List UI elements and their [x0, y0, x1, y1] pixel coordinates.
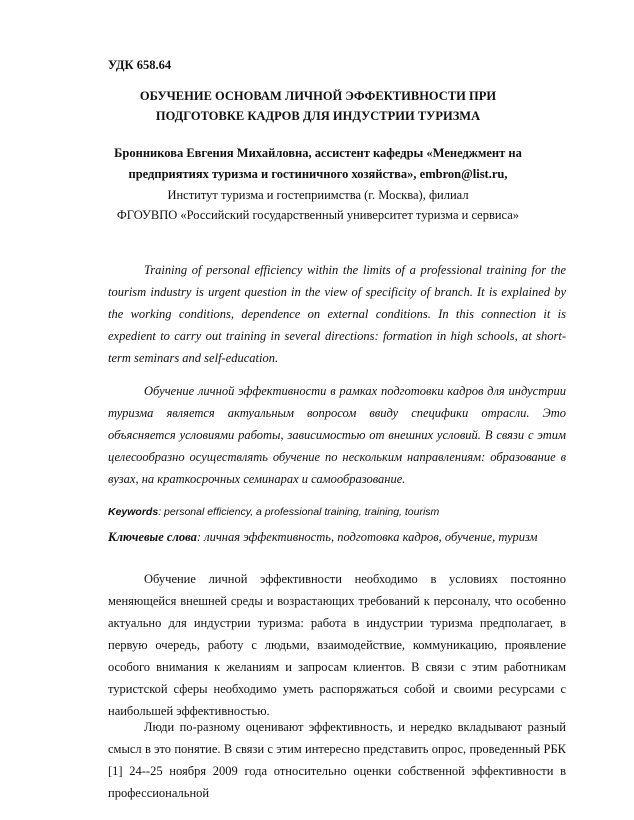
affiliation-line-2: ФГОУВПО «Российский государственный университет туризма и сервиса» [116, 208, 520, 222]
abstract-russian: Обучение личной эффективности в рамках подготовки кадров для индустрии туризма является актуальным вопросом ввиду специфики отрасли. Это объясняется условиями работы, зависимостью от внешних условий. В связи с этим целесообразно осуществлять обучение по нескольким направлениям: образование в вузах, на краткосрочных семинарах и самообразование. [108, 384, 566, 486]
keywords-russian [108, 530, 566, 545]
abstract-english: Training of personal efficiency within the limits of a professional training for the tourism industry is urgent question in the view of specificity of branch. It is explained by the working conditions, dependence on external conditions. In this connection it is expedient to carry out training in several directions: formation in high schools, at short-term seminars and self-education. [108, 263, 566, 365]
udk-code: УДК 658.64 [108, 58, 172, 72]
article-title: ОБУЧЕНИЕ ОСНОВАМ ЛИЧНОЙ ЭФФЕКТИВНОСТИ ПРИ ПОДГОТОВКЕ КАДРОВ ДЛЯ ИНДУСТРИИ ТУРИЗМА [139, 89, 497, 123]
keywords-russian-label: Ключевые слова [108, 530, 197, 544]
author-info: Бронникова Евгения Михайловна, ассистент кафедры «Менеджмент на предприятиях туризма и гостиничного хозяйства», embron@list.ru, [114, 146, 522, 181]
affiliation-line-1: Институт туризма и гостеприимства (г. Москва), филиал [167, 188, 469, 202]
keywords-english-text: : personal efficiency, a professional training, training, tourism [158, 506, 440, 518]
keywords-english-label: Keywords [108, 506, 159, 518]
keywords-english [108, 506, 566, 518]
body-paragraph-1: Обучение личной эффективности необходимо в условиях постоянно меняющейся внешней среды и возрастающих требований к персоналу, что особенно актуально для индустрии туризма: работа в индустрии туризма предполагает, в первую очередь, работу с людьми, взаимодействие, коммуникацию, проявление особого внимания к желаниям и запросам клиентов. В связи с этим работникам туристской сферы необходимо уметь распоряжаться собой и своими ресурсами с наибольшей эффективностью. [108, 572, 566, 718]
affiliation [108, 185, 528, 225]
body-paragraph-2: Люди по-разному оценивают эффективность, и нередко вкладывают разный смысл в это понятие. В связи с этим интересно представить опрос, проведенный РБК [1] 24--25 ноября 2009 года относительно оценки собственной эффективности в профессиональной [108, 720, 566, 800]
keywords-russian-text: : личная эффективность, подготовка кадров, обучение, туризм [196, 530, 538, 544]
